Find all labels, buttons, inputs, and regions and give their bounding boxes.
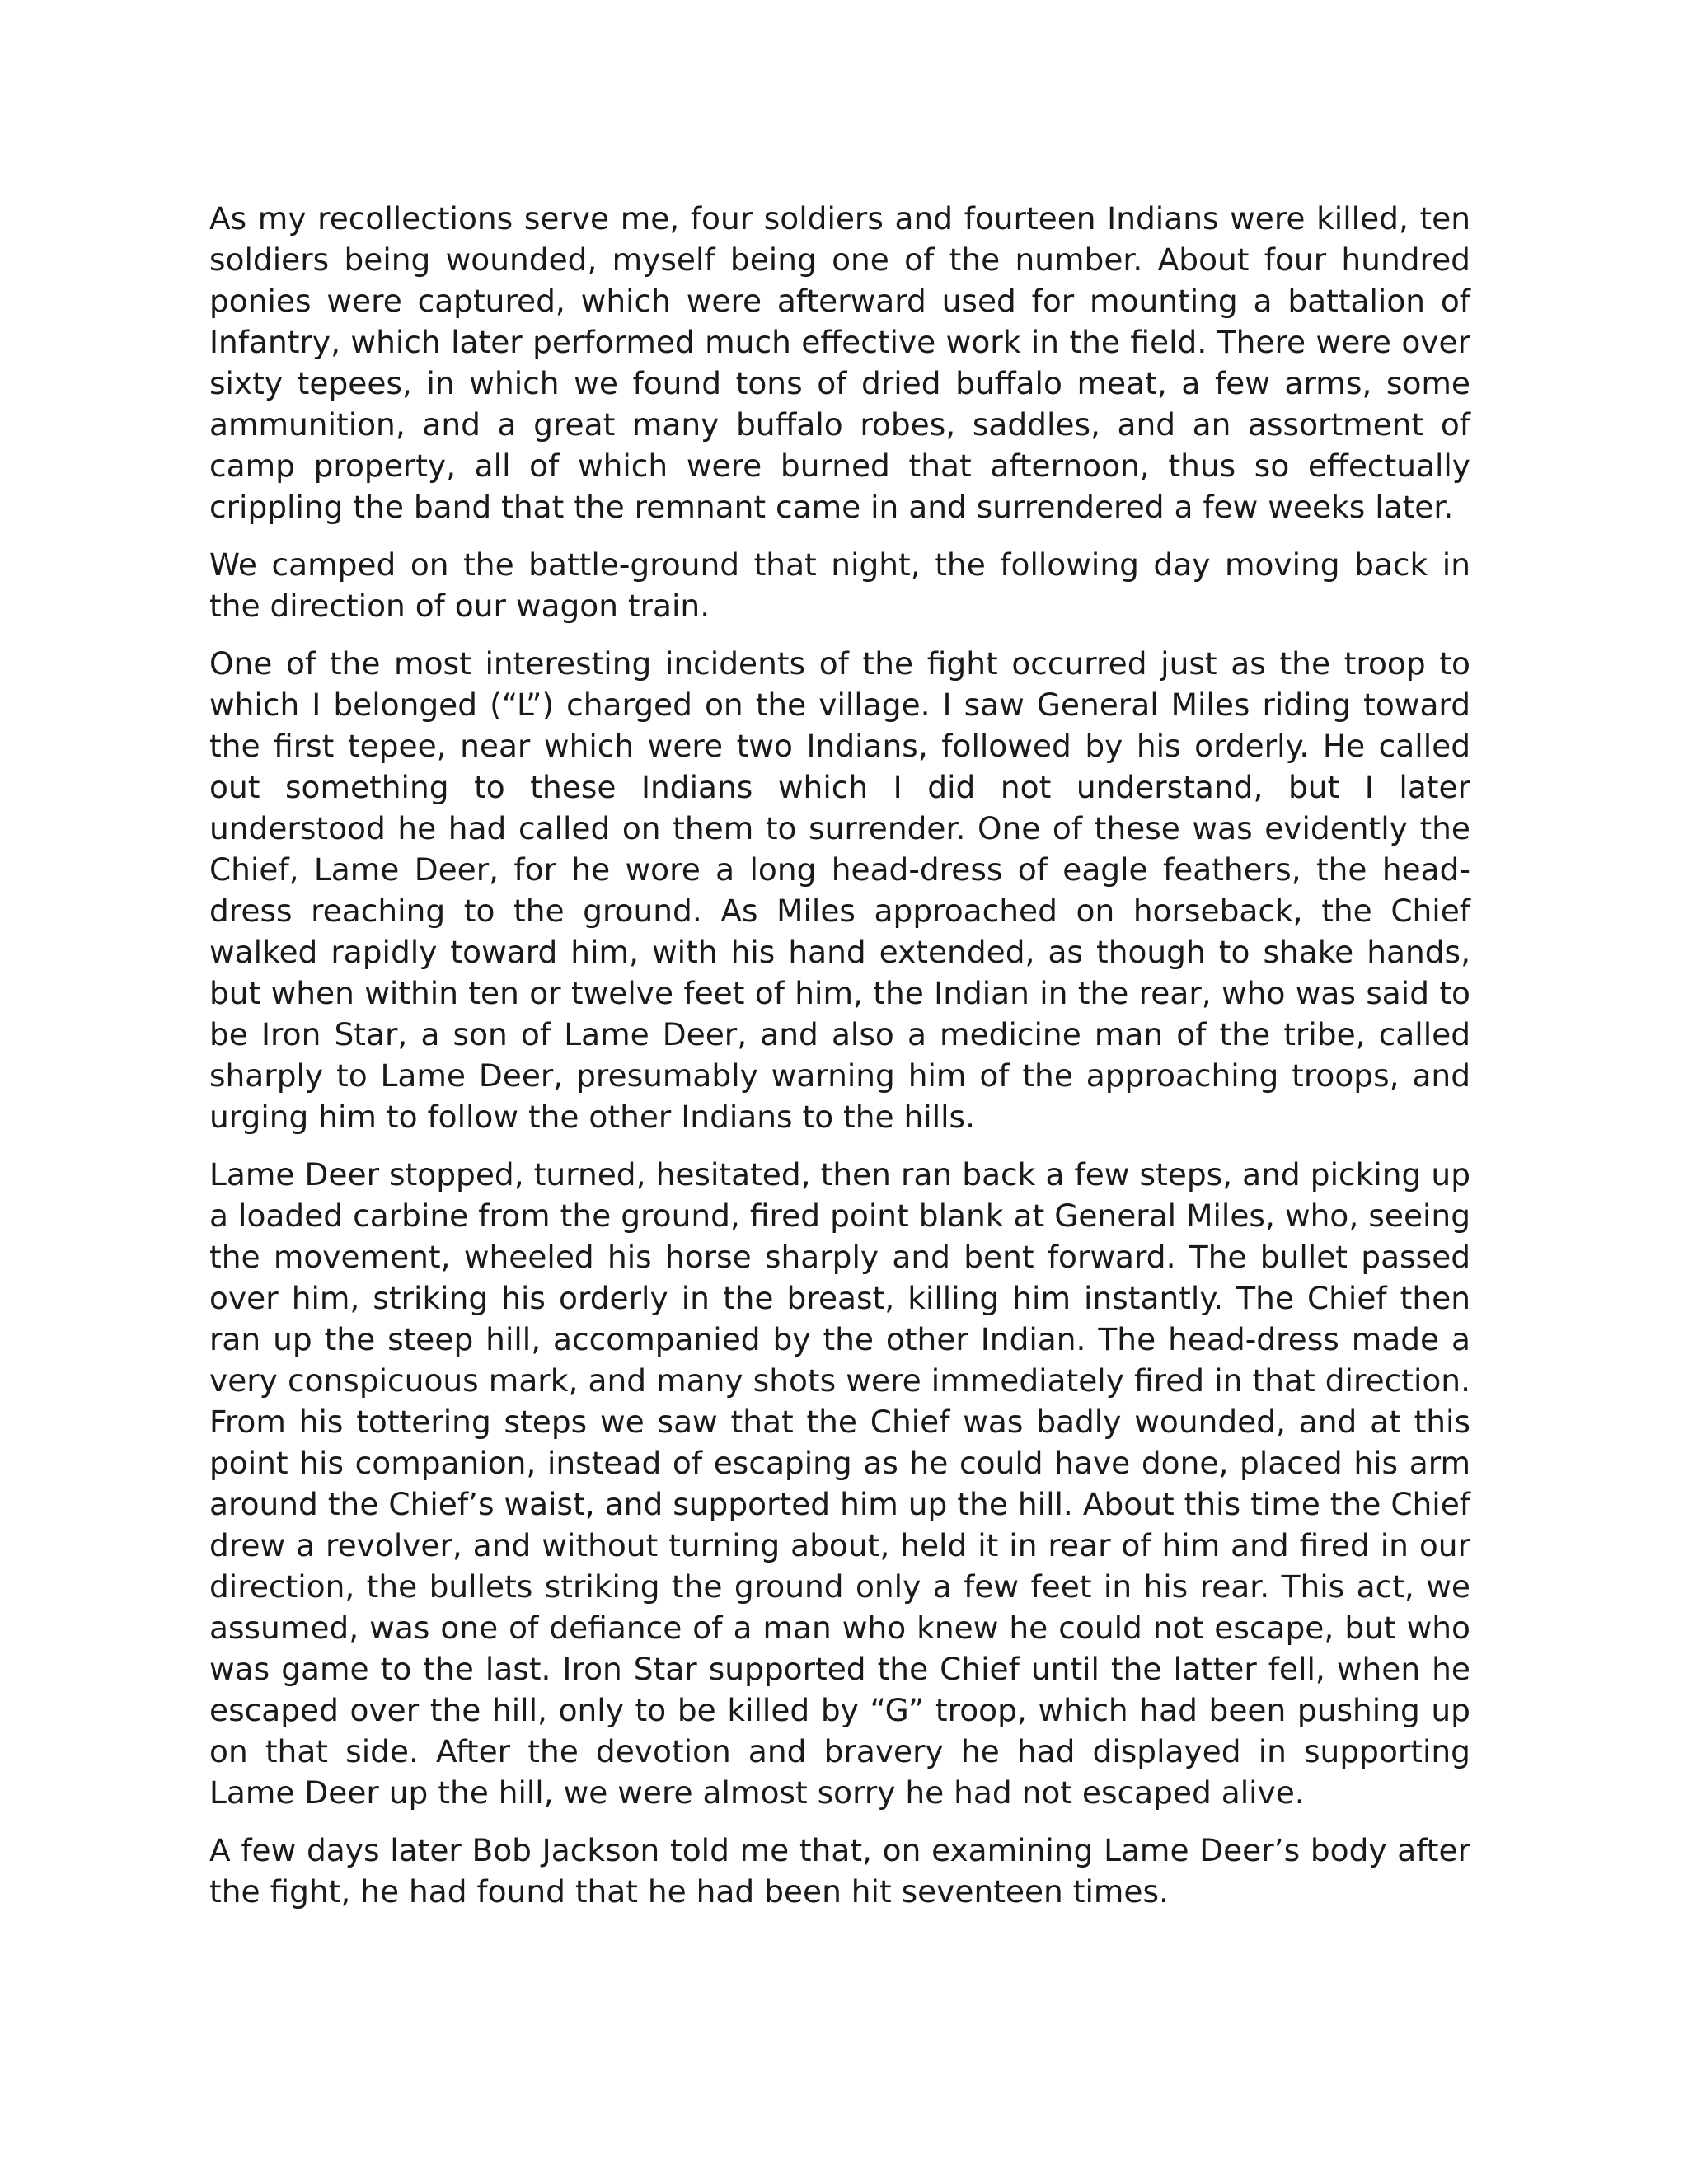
paragraph-aftermath: A few days later Bob Jackson told me that, on examining Lame Deer’s body after the fight, he had found that he had been hit seventeen times. [209,1832,1470,1910]
paragraph-incident: One of the most interesting incidents of the fight occurred just as the troop to which I belonged (“L”) charged on the village. I saw General Miles riding toward the first tepee, near which were two Indians, followed by his orderly. He called out something to these Indians which I did not understand, but I later understood he had called on them to surrender. One of these was evidently the Chief, Lame Deer, for he wore a long head-dress of eagle feathers, the head-dress reaching to the ground. As Miles approached on horseback, the Chief walked rapidly toward him, with his hand extended, as though to shake hands, but when within ten or twelve feet of him, the Indian in the rear, who was said to be Iron Star, a son of Lame Deer, and also a medicine man of the tribe, called sharply to Lame Deer, presumably warning him of the approaching troops, and urging him to follow the other Indians to the hills. [209,645,1470,1135]
paragraph-camp: We camped on the battle-ground that night, the following day moving back in the direction of our wagon train. [209,546,1470,624]
paragraph-casualties: As my recollections serve me, four soldiers and fourteen Indians were killed, ten soldiers being wounded, myself being one of the number. About four hundred ponies were captured, which were afterward used for mounting a battalion of Infantry, which later performed much effective work in the field. There were over sixty tepees, in which we found tons of dried buffalo meat, a few arms, some ammunition, and a great many buffalo robes, saddles, and an assortment of camp property, all of which were burned that afternoon, thus so effectually crippling the band that the remnant came in and surrendered a few weeks later. [209,200,1470,525]
paragraph-lame-deer: Lame Deer stopped, turned, hesitated, then ran back a few steps, and picking up a loaded carbine from the ground, fired point blank at General Miles, who, seeing the movement, wheeled his horse sharply and bent forward. The bullet passed over him, striking his orderly in the breast, killing him instantly. The Chief then ran up the steep hill, accompanied by the other Indian. The head-dress made a very conspicuous mark, and many shots were immediately fired in that direction. From his tottering steps we saw that the Chief was badly wounded, and at this point his companion, instead of escaping as he could have done, placed his arm around the Chief’s waist, and supported him up the hill. About this time the Chief drew a revolver, and without turning about, held it in rear of him and fired in our direction, the bullets striking the ground only a few feet in his rear. This act, we assumed, was one of defiance of a man who knew he could not escape, but who was game to the last. Iron Star supported the Chief until the latter fell, when he escaped over the hill, only to be killed by “G” troop, which had been pushing up on that side. After the devotion and bravery he had displayed in supporting Lame Deer up the hill, we were almost sorry he had not escaped alive. [209,1156,1470,1811]
document-page [209,198,1470,1929]
